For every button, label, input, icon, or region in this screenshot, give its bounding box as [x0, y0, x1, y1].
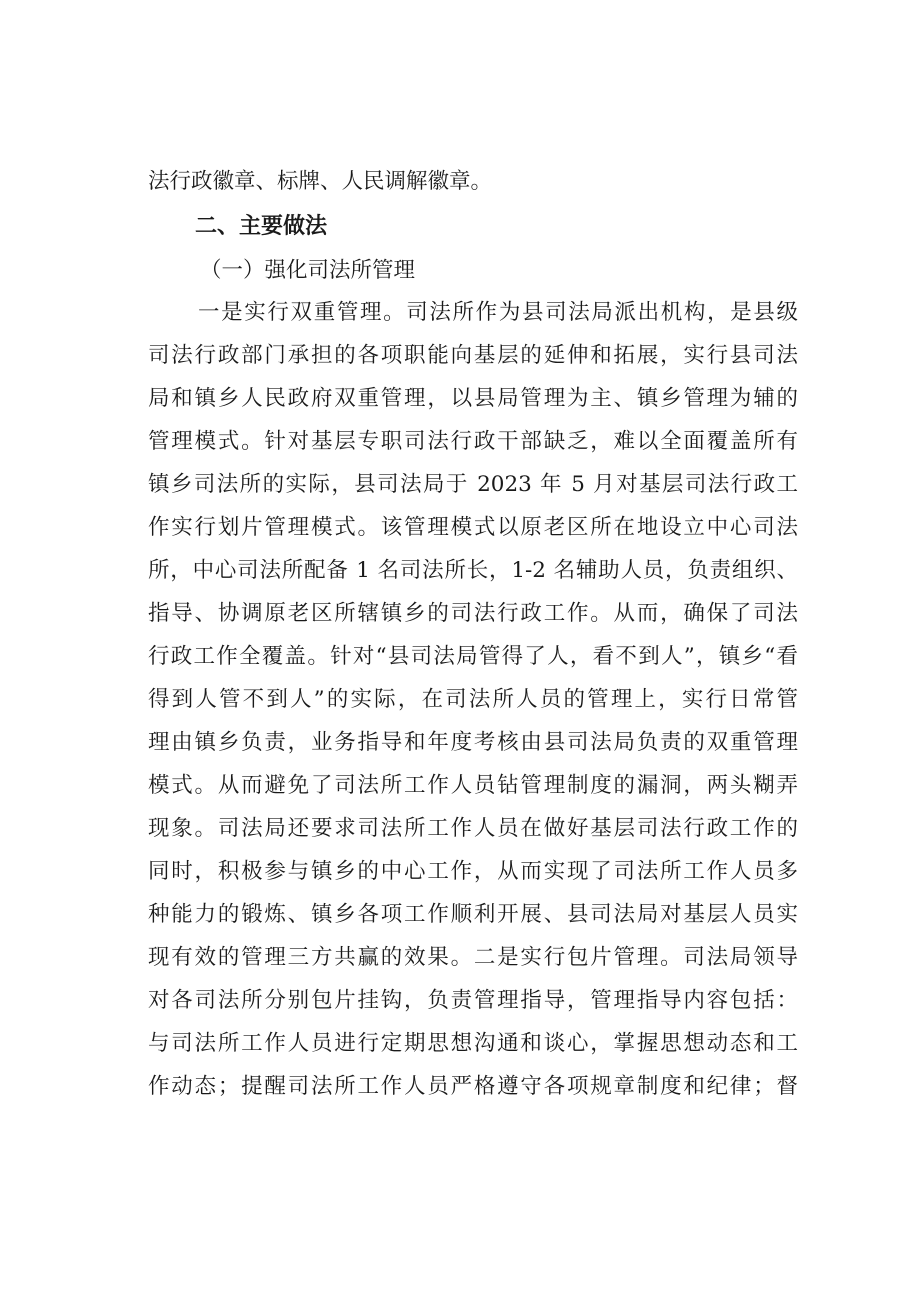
paragraph-line: 局和镇乡人民政府双重管理，以县局管理为主、镇乡管理为辅的 [148, 386, 798, 411]
paragraph-line: 法行政徽章、标牌、人民调解徽章。 [148, 169, 493, 194]
paragraph-line: 作动态；提醒司法所工作人员严格遵守各项规章制度和纪律；督 [148, 1074, 798, 1099]
paragraph-line: 得到人管不到人”的实际，在司法所人员的管理上，实行日常管 [148, 687, 798, 712]
subsection-heading: （一）强化司法所管理 [200, 258, 416, 283]
paragraph-line: 行政工作全覆盖。针对“县司法局管得了人，看不到人”，镇乡“看 [148, 644, 798, 669]
paragraph-line: 现象。司法局还要求司法所工作人员在做好基层司法行政工作的 [148, 816, 798, 841]
paragraph-line: 镇乡司法所的实际，县司法局于 2023 年 5 月对基层司法行政工 [148, 472, 798, 497]
paragraph-line: 种能力的锻炼、镇乡各项工作顺利开展、县司法局对基层人员实 [148, 902, 798, 927]
paragraph-line: 所，中心司法所配备 1 名司法所长，1-2 名辅助人员，负责组织、 [148, 558, 798, 583]
paragraph-line: 与司法所工作人员进行定期思想沟通和谈心，掌握思想动态和工 [148, 1031, 798, 1056]
paragraph-line: 一是实行双重管理。司法所作为县司法局派出机构，是县级 [198, 300, 798, 325]
paragraph-line: 现有效的管理三方共赢的效果。二是实行包片管理。司法局领导 [148, 945, 798, 970]
paragraph-line: 理由镇乡负责，业务指导和年度考核由县司法局负责的双重管理 [148, 730, 798, 755]
paragraph-line: 指导、协调原老区所辖镇乡的司法行政工作。从而，确保了司法 [148, 601, 798, 626]
paragraph-line: 管理模式。针对基层专职司法行政干部缺乏，难以全面覆盖所有 [148, 429, 798, 454]
paragraph-line: 司法行政部门承担的各项职能向基层的延伸和拓展，实行县司法 [148, 343, 798, 368]
paragraph-line: 模式。从而避免了司法所工作人员钻管理制度的漏洞，两头糊弄 [148, 773, 798, 798]
paragraph-line: 对各司法所分别包片挂钩，负责管理指导，管理指导内容包括： [148, 988, 798, 1013]
section-heading: 二、主要做法 [195, 214, 328, 239]
paragraph-line: 作实行划片管理模式。该管理模式以原老区所在地设立中心司法 [148, 515, 798, 540]
paragraph-line: 同时，积极参与镇乡的中心工作，从而实现了司法所工作人员多 [148, 859, 798, 884]
